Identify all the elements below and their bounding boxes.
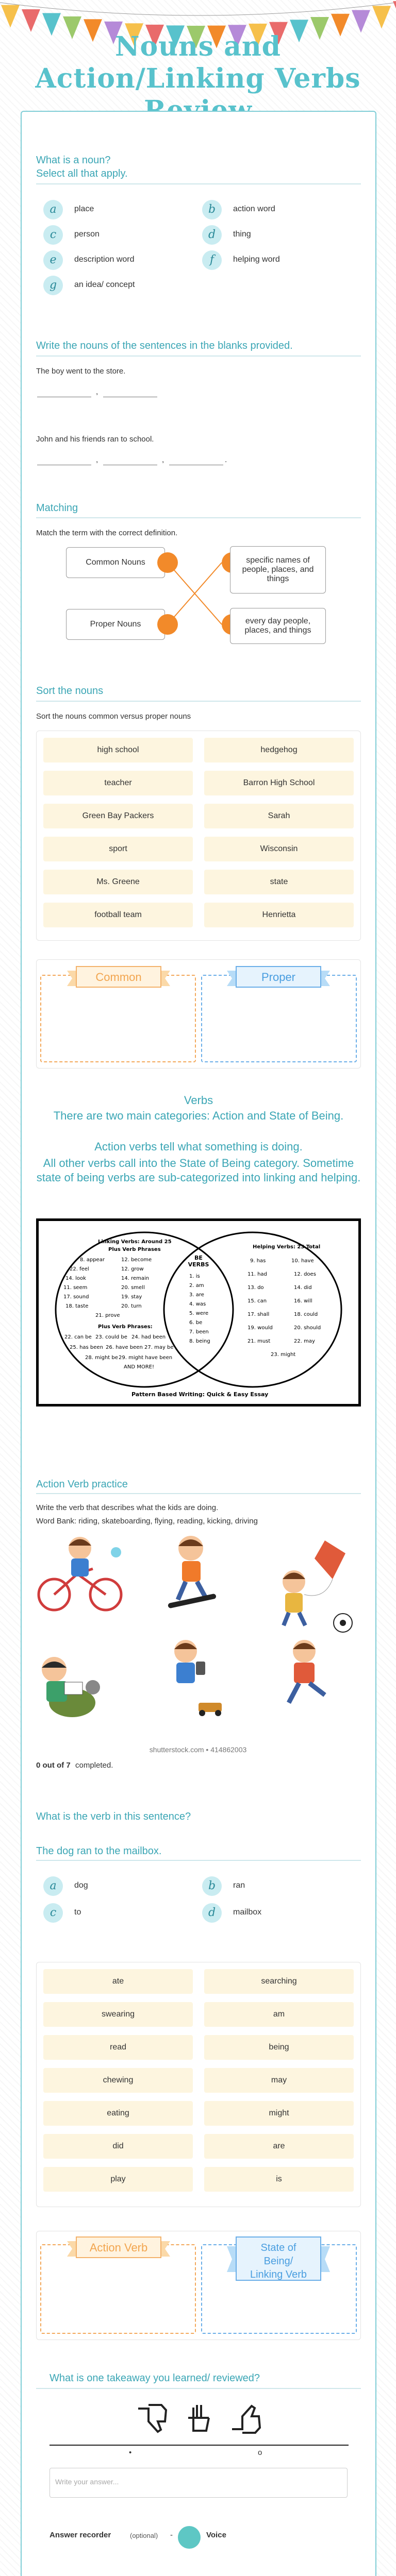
bin-label-common: Common xyxy=(95,971,142,984)
voice-record-button[interactable] xyxy=(178,2526,201,2549)
venn-item: 18. taste xyxy=(65,1303,89,1309)
bunting-flag xyxy=(22,9,40,32)
verb-question-title: What is the verb in this sentence? xyxy=(36,1811,191,1822)
venn-item: 12. grow xyxy=(121,1266,144,1272)
venn-item: 2. am xyxy=(189,1283,204,1289)
verb-tile[interactable]: chewing xyxy=(43,2068,193,2093)
venn-item: 11. seem xyxy=(63,1285,88,1291)
noun-tile[interactable]: Green Bay Packers xyxy=(43,804,193,828)
bin-label-state-of-being: State of Being/ Linking Verb xyxy=(250,2242,307,2280)
recorder-label: Answer recorder xyxy=(50,2531,111,2539)
venn-item: 9. has xyxy=(250,1258,266,1264)
verb-tile[interactable]: may xyxy=(204,2068,354,2093)
verb-tile[interactable]: did xyxy=(43,2134,193,2159)
venn-item: 29. might have been xyxy=(119,1355,173,1361)
recorder-dash: - xyxy=(170,2531,173,2539)
noun-question: What is a noun? xyxy=(36,155,111,166)
bunting-flag xyxy=(352,10,370,33)
noun-tile[interactable]: football team xyxy=(43,903,193,927)
verb-option-d-text[interactable]: mailbox xyxy=(233,1908,262,1917)
venn-item: 22. may xyxy=(294,1338,315,1344)
matching-title: Matching xyxy=(36,502,78,514)
verb-tile[interactable]: being xyxy=(204,2035,354,2060)
sentence-2: John and his friends ran to school. xyxy=(36,435,154,444)
venn-item: 8. appear xyxy=(80,1257,105,1263)
venn-item: 20. turn xyxy=(121,1303,142,1309)
kid-flying-kite-icon xyxy=(283,1540,345,1625)
venn-item: 8. being xyxy=(189,1338,210,1344)
kid-driving-toy-car-icon xyxy=(174,1640,222,1716)
noun-tile[interactable]: high school xyxy=(43,738,193,762)
verb-tile[interactable]: ate xyxy=(43,1969,193,1994)
venn-item: 5. were xyxy=(189,1311,209,1316)
definition-2[interactable]: every day people, places, and things xyxy=(230,608,326,644)
verb-option-b-text[interactable]: ran xyxy=(233,1881,245,1890)
answer-textarea[interactable] xyxy=(50,2468,348,2498)
option-g-text[interactable]: an idea/ concept xyxy=(74,280,135,289)
venn-item: 11. had xyxy=(248,1272,267,1277)
option-b-badge[interactable]: b xyxy=(202,200,222,219)
bin-label-action-verb: Action Verb xyxy=(89,2241,148,2254)
option-g-badge[interactable]: g xyxy=(43,276,63,295)
verb-question-sentence: The dog ran to the mailbox. xyxy=(36,1845,162,1857)
fill-blanks-title: Write the nouns of the sentences in the blanks provided. xyxy=(36,340,293,351)
recorder-optional: (optional) xyxy=(130,2532,158,2539)
divider xyxy=(36,183,361,184)
verb-option-b-badge[interactable]: b xyxy=(202,1876,222,1896)
venn-item: 1. is xyxy=(189,1274,200,1279)
venn-item: 12. does xyxy=(294,1272,316,1277)
bin-label-proper: Proper xyxy=(261,971,296,984)
verbs-heading: Verbs xyxy=(184,1094,213,1107)
venn-item: 26. have been xyxy=(106,1345,143,1350)
option-a-text[interactable]: place xyxy=(74,205,94,213)
hand-neutral-icon[interactable] xyxy=(180,2400,217,2436)
verb-option-d-badge[interactable]: d xyxy=(202,1903,222,1923)
venn-item: 19. would xyxy=(248,1325,273,1331)
answer-placeholder: Write your answer... xyxy=(55,2478,119,2486)
verb-tile[interactable]: play xyxy=(43,2167,193,2192)
kid-kicking-ball-icon xyxy=(289,1614,352,1703)
verb-venn-diagram xyxy=(36,1218,361,1406)
verb-tile[interactable]: read xyxy=(43,2035,193,2060)
verb-option-a-badge[interactable]: a xyxy=(43,1876,63,1896)
kid-skateboarding-icon xyxy=(168,1536,217,1608)
plus-verb-label-2: Plus Verb Phrases: xyxy=(98,1324,153,1330)
noun-tile[interactable]: hedgehog xyxy=(204,738,354,762)
divider xyxy=(36,701,361,702)
verbs-line-2: Action verbs tell what something is doing. xyxy=(94,1140,303,1153)
venn-item: 14. did xyxy=(294,1285,312,1291)
option-e-badge[interactable]: e xyxy=(43,250,63,270)
completed-text: completed. xyxy=(75,1761,113,1770)
verbs-line-3: All other verbs call into the State of Being category. Sometime state of being verbs are sub-categorized into linking and helping. xyxy=(36,1157,361,1184)
helping-title: Helping Verbs: 23 Total xyxy=(253,1244,321,1250)
venn-item: 19. stay xyxy=(121,1294,142,1300)
sentence-1: The boy went to the store. xyxy=(36,367,126,376)
option-f-text[interactable]: helping word xyxy=(233,255,280,264)
venn-item: 7. been xyxy=(189,1329,209,1335)
kid-riding-bike-icon xyxy=(39,1537,121,1610)
period: . xyxy=(225,455,227,464)
verb-tile[interactable]: eating xyxy=(43,2101,193,2126)
bunting-flag xyxy=(372,6,391,28)
venn-item: 20. smell xyxy=(121,1285,145,1291)
verb-option-c-text[interactable]: to xyxy=(74,1908,81,1917)
verbs-line-1: There are two main categories: Action and State of Being. xyxy=(53,1109,344,1122)
venn-item: 15. can xyxy=(248,1298,267,1304)
option-a-badge[interactable]: a xyxy=(43,200,63,219)
voice-label: Voice xyxy=(206,2531,226,2539)
sort-nouns-title: Sort the nouns xyxy=(36,685,104,697)
comma: , xyxy=(162,455,164,464)
definition-1[interactable]: specific names of people, places, and things xyxy=(230,546,326,594)
option-c-text[interactable]: person xyxy=(74,230,100,239)
venn-item: 12. become xyxy=(121,1257,152,1263)
venn-item: 22. feel xyxy=(70,1266,89,1272)
noun-tile[interactable]: teacher xyxy=(43,771,193,795)
scale-mark-left: • xyxy=(129,2448,132,2457)
venn-item: 14. remain xyxy=(121,1276,150,1281)
thumbs-down-icon[interactable] xyxy=(133,2401,169,2437)
noun-tile[interactable]: Sarah xyxy=(204,804,354,828)
option-f-badge[interactable]: f xyxy=(202,250,222,270)
venn-item: 14. look xyxy=(65,1276,86,1281)
sort-instruction: Sort the nouns common versus proper nouns xyxy=(36,712,191,721)
noun-tile[interactable]: Wisconsin xyxy=(204,837,354,861)
venn-item: 10. have xyxy=(291,1258,314,1264)
verb-tile[interactable]: is xyxy=(204,2167,354,2192)
word-bank: Word Bank: riding, skateboarding, flying, reading, kicking, driving xyxy=(36,1517,258,1526)
venn-item: 23. could be xyxy=(95,1334,127,1340)
verb-tile[interactable]: are xyxy=(204,2134,354,2159)
venn-item: 18. could xyxy=(294,1312,318,1317)
option-d-text[interactable]: thing xyxy=(233,230,251,239)
takeaway-title: What is one takeaway you learned/ reviewed? xyxy=(50,2372,260,2384)
term-proper-nouns[interactable]: Proper Nouns xyxy=(66,609,165,640)
venn-item: 6. be xyxy=(189,1320,203,1326)
venn-item: 24. had been xyxy=(131,1334,166,1340)
divider xyxy=(36,2388,361,2389)
rating-scale-line xyxy=(50,2445,349,2446)
comma: , xyxy=(96,387,98,396)
option-c-badge[interactable]: c xyxy=(43,225,63,245)
venn-item: 22. can be xyxy=(64,1334,92,1340)
match-dot[interactable] xyxy=(157,552,178,573)
matching-instruction: Match the term with the correct definition. xyxy=(36,529,178,537)
page-title: Nouns and Action/Linking Verbs xyxy=(35,31,361,94)
venn-item: 3. are xyxy=(189,1292,204,1298)
comma: , xyxy=(96,455,98,464)
venn-item: 23. might xyxy=(271,1352,296,1358)
verb-option-a-text[interactable]: dog xyxy=(74,1881,88,1890)
venn-item: 16. will xyxy=(294,1298,312,1304)
scale-mark-right: o xyxy=(258,2448,262,2457)
noun-tile[interactable]: Barron High School xyxy=(204,771,354,795)
term-common-nouns[interactable]: Common Nouns xyxy=(66,547,165,578)
venn-item: 17. shall xyxy=(248,1312,270,1317)
venn-item: 20. should xyxy=(294,1325,321,1331)
verb-tile[interactable]: am xyxy=(204,2002,354,2027)
noun-tile[interactable]: Ms. Greene xyxy=(43,870,193,894)
verb-tile[interactable]: swearing xyxy=(43,2002,193,2027)
bunting-flag xyxy=(393,1,396,24)
be-verbs-title: BE VERBS xyxy=(188,1255,209,1268)
venn-item: AND MORE! xyxy=(124,1364,154,1370)
image-credit: shutterstock.com • 414862003 xyxy=(149,1745,247,1754)
verb-tile[interactable]: searching xyxy=(204,1969,354,1994)
verb-tile[interactable]: might xyxy=(204,2101,354,2126)
divider xyxy=(36,1860,361,1861)
venn-item: 21. prove xyxy=(95,1313,120,1318)
divider xyxy=(36,517,361,518)
kid-reading-icon xyxy=(42,1657,100,1717)
noun-tile[interactable]: Henrietta xyxy=(204,903,354,927)
venn-footer: Pattern Based Writing: Quick & Easy Essay xyxy=(131,1391,269,1398)
venn-item: 21. must xyxy=(248,1338,271,1344)
venn-item: 17. sound xyxy=(63,1294,89,1300)
venn-item: 4. was xyxy=(189,1301,206,1307)
divider xyxy=(36,355,361,357)
venn-item: 27. may be xyxy=(144,1345,174,1350)
action-practice-title: Action Verb practice xyxy=(36,1479,128,1490)
kids-activities-illustration xyxy=(36,1533,361,1739)
venn-item: 25. has been xyxy=(70,1345,103,1350)
venn-item: 28. might be xyxy=(85,1355,118,1361)
score-text: 0 out of 7 xyxy=(36,1761,71,1770)
match-dot[interactable] xyxy=(157,614,178,635)
plus-verb-label: Plus Verb Phrases xyxy=(108,1247,161,1252)
verb-option-c-badge[interactable]: c xyxy=(43,1903,63,1923)
option-b-text[interactable]: action word xyxy=(233,205,275,213)
option-d-badge[interactable]: d xyxy=(202,225,222,245)
linking-title: Linking Verbs: Around 25 xyxy=(98,1239,172,1245)
divider xyxy=(36,1493,361,1494)
venn-item: 13. do xyxy=(248,1285,264,1291)
noun-tile[interactable]: state xyxy=(204,870,354,894)
option-e-text[interactable]: description word xyxy=(74,255,135,264)
thumbs-up-icon[interactable] xyxy=(227,2401,263,2437)
action-instruction: Write the verb that describes what the kids are doing. xyxy=(36,1503,219,1512)
bunting-flag xyxy=(1,5,20,28)
noun-instruction: Select all that apply. xyxy=(36,168,128,179)
noun-tile[interactable]: sport xyxy=(43,837,193,861)
